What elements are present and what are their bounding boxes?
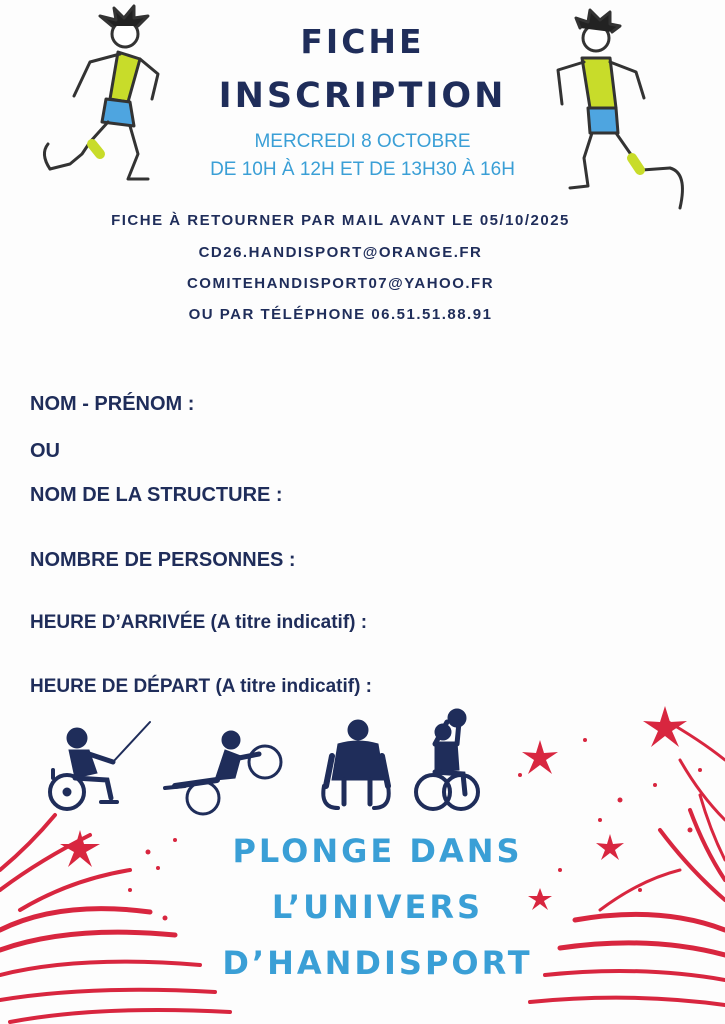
event-date: MERCREDI 8 OCTOBRE xyxy=(254,131,471,152)
wheelchair-fencing-icon xyxy=(45,718,155,813)
structure-label: NOM DE LA STRUCTURE : xyxy=(30,484,283,506)
arrival-time-label: HEURE D’ARRIVÉE (A titre indicatif) : xyxy=(30,612,368,633)
email-comite07: COMITEHANDISPORT07@YAHOO.FR xyxy=(186,275,495,292)
name-label: NOM - PRÉNOM : xyxy=(30,393,195,415)
return-instructions: FICHE À RETOURNER PAR MAIL AVANT LE 05/10/2025 xyxy=(111,212,570,229)
wheelchair-rugby-icon xyxy=(318,716,393,812)
people-count-label: NOMBRE DE PERSONNES : xyxy=(30,549,296,571)
title-line-1: FICHE xyxy=(300,22,425,61)
slogan-line-2: L’UNIVERS xyxy=(271,888,484,926)
email-cd26: CD26.HANDISPORT@ORANGE.FR xyxy=(198,244,483,261)
departure-time-label: HEURE DE DÉPART (A titre indicatif) : xyxy=(30,676,373,697)
phone-line: OU PAR TÉLÉPHONE 06.51.51.88.91 xyxy=(188,306,493,323)
handbike-icon xyxy=(155,728,285,818)
slogan-line-1: PLONGE DANS xyxy=(232,832,523,870)
or-label: OU xyxy=(30,440,60,462)
slogan-line-3: D’HANDISPORT xyxy=(222,944,533,982)
wheelchair-basketball-icon xyxy=(413,708,483,814)
event-hours: DE 10H À 12H ET DE 13H30 À 16H xyxy=(210,159,515,180)
title-line-2: INSCRIPTION xyxy=(218,76,507,116)
